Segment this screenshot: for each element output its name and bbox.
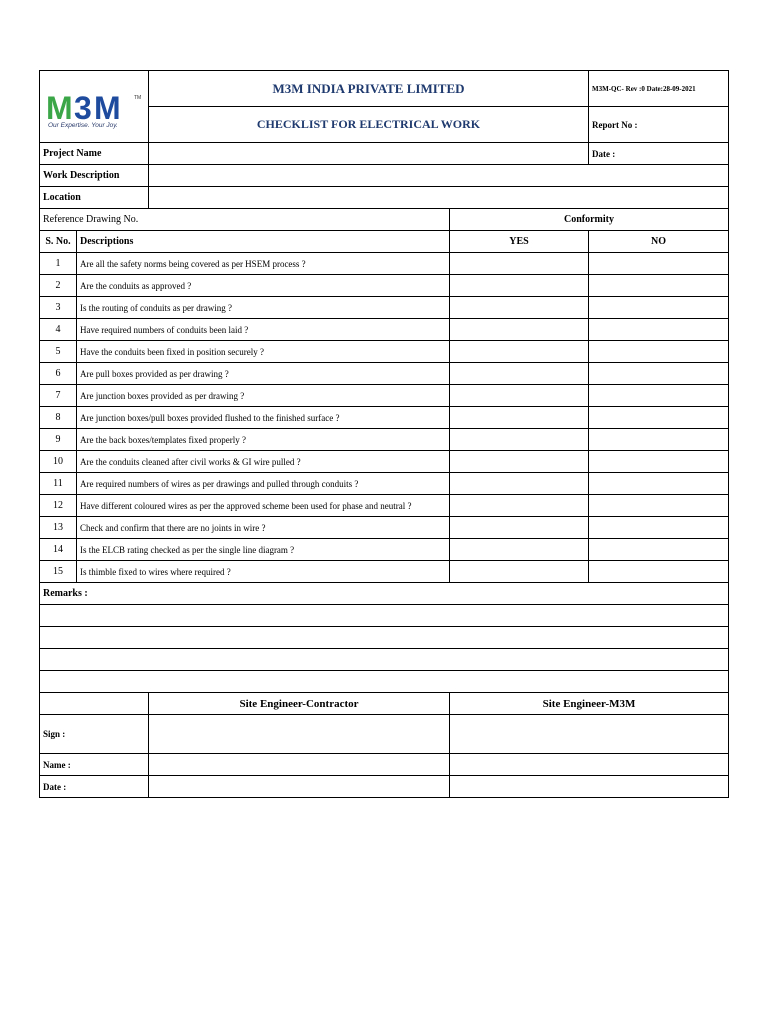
- yes-cell[interactable]: [450, 539, 589, 561]
- sign-label: Sign :: [40, 715, 149, 754]
- item-description: Check and confirm that there are no joints in wire ?: [77, 517, 450, 539]
- work-description-label: Work Description: [40, 165, 149, 187]
- table-row: [40, 319, 729, 341]
- m3m-date-field[interactable]: [450, 776, 729, 798]
- revision-info: M3M-QC- Rev :0 Date:28-09-2021: [589, 71, 729, 107]
- name-label: Name :: [40, 754, 149, 776]
- item-number: 5: [40, 341, 77, 363]
- table-row: [40, 517, 729, 539]
- remarks-line[interactable]: [40, 605, 729, 627]
- no-cell[interactable]: [589, 253, 729, 275]
- project-name-field[interactable]: [149, 143, 589, 165]
- yes-cell[interactable]: [450, 561, 589, 583]
- m3m-name-field[interactable]: [450, 754, 729, 776]
- item-number: 11: [40, 473, 77, 495]
- yes-cell[interactable]: [450, 429, 589, 451]
- yes-cell[interactable]: [450, 297, 589, 319]
- item-description: Are all the safety norms being covered as per HSEM process ?: [77, 253, 450, 275]
- yes-cell[interactable]: [450, 473, 589, 495]
- signoff-blank-cell: [40, 693, 149, 715]
- logo-cell: [40, 71, 149, 143]
- item-number: 6: [40, 363, 77, 385]
- contractor-engineer-header: Site Engineer-Contractor: [149, 693, 450, 715]
- svg-text:M: M: [46, 90, 71, 123]
- no-cell[interactable]: [589, 385, 729, 407]
- table-row: [40, 297, 729, 319]
- yes-cell[interactable]: [450, 275, 589, 297]
- item-number: 4: [40, 319, 77, 341]
- item-number: 2: [40, 275, 77, 297]
- table-row: [40, 473, 729, 495]
- item-number: 15: [40, 561, 77, 583]
- yes-cell[interactable]: [450, 451, 589, 473]
- no-cell[interactable]: [589, 517, 729, 539]
- remarks-line[interactable]: [40, 671, 729, 693]
- table-row: [40, 363, 729, 385]
- remarks-line[interactable]: [40, 649, 729, 671]
- m3m-engineer-header: Site Engineer-M3M: [450, 693, 729, 715]
- table-row: [40, 561, 729, 583]
- no-header: NO: [589, 231, 729, 253]
- table-row: [40, 341, 729, 363]
- no-cell[interactable]: [589, 561, 729, 583]
- item-description: Are required numbers of wires as per drawings and pulled through conduits ?: [77, 473, 450, 495]
- contractor-name-field[interactable]: [149, 754, 450, 776]
- location-field[interactable]: [149, 187, 729, 209]
- yes-cell[interactable]: [450, 363, 589, 385]
- table-row: [40, 539, 729, 561]
- table-row: [40, 429, 729, 451]
- no-cell[interactable]: [589, 275, 729, 297]
- table-row: [40, 385, 729, 407]
- no-cell[interactable]: [589, 429, 729, 451]
- no-cell[interactable]: [589, 473, 729, 495]
- item-description: Have the conduits been fixed in position securely ?: [77, 341, 450, 363]
- logo-tagline: Our Expertise. Your Joy.: [48, 121, 118, 129]
- checklist-table: [39, 70, 729, 798]
- item-number: 9: [40, 429, 77, 451]
- table-row: [40, 407, 729, 429]
- work-description-field[interactable]: [149, 165, 729, 187]
- no-cell[interactable]: [589, 363, 729, 385]
- no-cell[interactable]: [589, 407, 729, 429]
- svg-text:M: M: [94, 90, 119, 123]
- m3m-sign-field[interactable]: [450, 715, 729, 754]
- item-description: Is the routing of conduits as per drawing ?: [77, 297, 450, 319]
- item-number: 3: [40, 297, 77, 319]
- item-number: 14: [40, 539, 77, 561]
- conformity-header: Conformity: [450, 209, 729, 231]
- descriptions-header: Descriptions: [77, 231, 450, 253]
- item-number: 1: [40, 253, 77, 275]
- item-number: 12: [40, 495, 77, 517]
- yes-cell[interactable]: [450, 495, 589, 517]
- project-name-label: Project Name: [40, 143, 149, 165]
- table-row: [40, 495, 729, 517]
- no-cell[interactable]: [589, 495, 729, 517]
- item-number: 13: [40, 517, 77, 539]
- contractor-sign-field[interactable]: [149, 715, 450, 754]
- item-description: Have required numbers of conduits been laid ?: [77, 319, 450, 341]
- item-description: Are junction boxes/pull boxes provided flushed to the finished surface ?: [77, 407, 450, 429]
- item-description: Is the ELCB rating checked as per the single line diagram ?: [77, 539, 450, 561]
- table-row: [40, 253, 729, 275]
- location-label: Location: [40, 187, 149, 209]
- contractor-date-field[interactable]: [149, 776, 450, 798]
- yes-cell[interactable]: [450, 341, 589, 363]
- item-description: Are the conduits as approved ?: [77, 275, 450, 297]
- document-title: CHECKLIST FOR ELECTRICAL WORK: [149, 107, 589, 143]
- remarks-line[interactable]: [40, 627, 729, 649]
- table-row: [40, 275, 729, 297]
- item-number: 10: [40, 451, 77, 473]
- date-label: Date :: [589, 143, 729, 165]
- yes-cell[interactable]: [450, 407, 589, 429]
- trademark-mark: TM: [134, 94, 142, 101]
- yes-cell[interactable]: [450, 517, 589, 539]
- table-row: [40, 451, 729, 473]
- item-description: Are pull boxes provided as per drawing ?: [77, 363, 450, 385]
- no-cell[interactable]: [589, 539, 729, 561]
- item-number: 8: [40, 407, 77, 429]
- report-no-label: Report No :: [589, 107, 729, 143]
- no-cell[interactable]: [589, 341, 729, 363]
- item-description: Are junction boxes provided as per drawing ?: [77, 385, 450, 407]
- svg-text:3: 3: [74, 90, 90, 123]
- yes-cell[interactable]: [450, 385, 589, 407]
- company-name: M3M INDIA PRIVATE LIMITED: [149, 71, 589, 107]
- item-description: Are the conduits cleaned after civil works & GI wire pulled ?: [77, 451, 450, 473]
- checklist-sheet: [39, 70, 728, 798]
- sno-header: S. No.: [40, 231, 77, 253]
- item-description: Are the back boxes/templates fixed properly ?: [77, 429, 450, 451]
- item-description: Have different coloured wires as per the approved scheme been used for phase and neutral ?: [77, 495, 450, 517]
- yes-cell[interactable]: [450, 319, 589, 341]
- signoff-date-label: Date :: [40, 776, 149, 798]
- yes-cell[interactable]: [450, 253, 589, 275]
- item-number: 7: [40, 385, 77, 407]
- remarks-label: Remarks :: [40, 583, 729, 605]
- no-cell[interactable]: [589, 297, 729, 319]
- no-cell[interactable]: [589, 451, 729, 473]
- yes-header: YES: [450, 231, 589, 253]
- reference-drawing-label: Reference Drawing No.: [40, 209, 450, 231]
- item-description: Is thimble fixed to wires where required ?: [77, 561, 450, 583]
- m3m-logo: [46, 91, 148, 129]
- no-cell[interactable]: [589, 319, 729, 341]
